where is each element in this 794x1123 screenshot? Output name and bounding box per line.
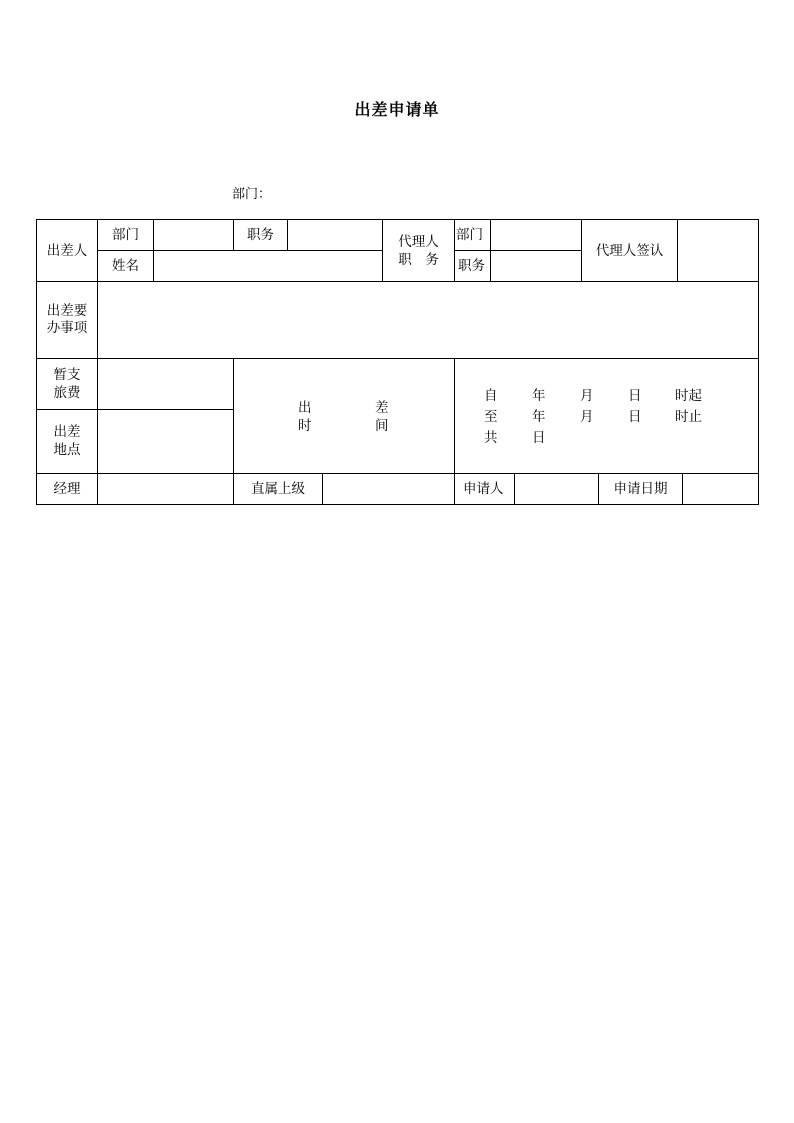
advance-label-line1: 暂支 bbox=[53, 367, 81, 383]
agent-label-line2: 职 务 bbox=[398, 252, 439, 268]
grid-line bbox=[153, 220, 154, 281]
department-label: 部门： bbox=[232, 187, 272, 202]
grid-line bbox=[677, 220, 678, 281]
period-total: 日 bbox=[532, 430, 546, 446]
travel-time-char: 差 bbox=[375, 400, 389, 416]
grid-line bbox=[37, 281, 758, 282]
period-to: 年 bbox=[532, 409, 546, 425]
grid-line bbox=[37, 358, 758, 359]
traveler-department-label: 部门 bbox=[112, 227, 139, 243]
traveler-position-label: 职务 bbox=[247, 227, 274, 243]
grid-line bbox=[682, 473, 683, 504]
travel-time-char: 时 bbox=[298, 418, 312, 434]
matters-label-line1: 出差要 bbox=[46, 303, 88, 319]
grid-line bbox=[37, 473, 758, 474]
grid-line bbox=[98, 250, 383, 251]
grid-line bbox=[37, 409, 234, 410]
period-to: 月 bbox=[580, 409, 594, 425]
grid-line bbox=[287, 220, 288, 250]
period-from: 自 bbox=[484, 388, 498, 404]
agent-position-label: 职务 bbox=[458, 258, 485, 274]
page-title: 出差申请单 bbox=[354, 100, 440, 119]
location-label-line1: 出差 bbox=[53, 424, 81, 440]
period-from: 月 bbox=[580, 388, 594, 404]
agent-department-label: 部门 bbox=[456, 227, 483, 243]
grid-line bbox=[455, 250, 582, 251]
travel-time-char: 出 bbox=[298, 400, 312, 416]
period-total: 共 bbox=[484, 430, 498, 446]
travel-request-form bbox=[36, 219, 759, 505]
period-to: 时止 bbox=[675, 409, 702, 425]
apply-date-label: 申请日期 bbox=[613, 481, 668, 497]
grid-line bbox=[454, 220, 455, 281]
traveler-name-label: 姓名 bbox=[112, 258, 139, 274]
matters-label-line2: 办事项 bbox=[46, 320, 88, 336]
supervisor-label: 直属上级 bbox=[251, 481, 305, 497]
agent-label-line1: 代理人 bbox=[398, 234, 439, 250]
period-to: 日 bbox=[628, 409, 642, 425]
period-from: 年 bbox=[532, 388, 546, 404]
advance-label-line2: 旅费 bbox=[53, 385, 81, 401]
period-from: 时起 bbox=[675, 388, 702, 404]
manager-label: 经理 bbox=[53, 481, 81, 497]
grid-line bbox=[514, 473, 515, 504]
grid-line bbox=[490, 220, 491, 281]
period-to: 至 bbox=[484, 409, 498, 425]
grid-line bbox=[322, 473, 323, 504]
applicant-label: 申请人 bbox=[463, 481, 504, 497]
grid-line bbox=[454, 358, 455, 504]
travel-time-char: 间 bbox=[375, 418, 389, 434]
traveler-label: 出差人 bbox=[46, 243, 88, 259]
location-label-line2: 地点 bbox=[53, 442, 81, 458]
period-from: 日 bbox=[628, 388, 642, 404]
agent-signature-label: 代理人签认 bbox=[595, 243, 664, 259]
